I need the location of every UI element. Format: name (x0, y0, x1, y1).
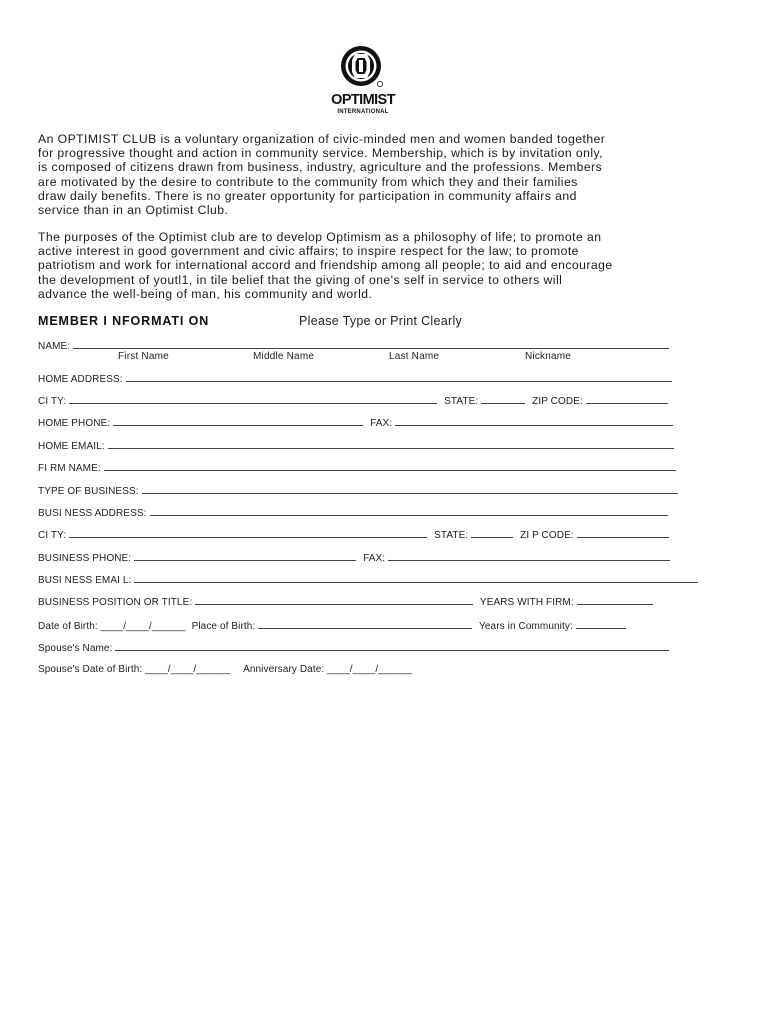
business-zip-field[interactable] (577, 529, 669, 538)
last-name-label: Last Name (389, 351, 440, 362)
optimist-logo (318, 44, 408, 118)
home-email-row (38, 440, 688, 453)
spouse-dob-field[interactable]: ____/____/______ (145, 664, 231, 675)
business-phone-field[interactable] (134, 552, 356, 561)
optimist-emblem-icon (339, 44, 387, 90)
anniversary-label: Anniversary Date: (243, 664, 325, 675)
dob-label: Date of Birth: (38, 621, 98, 632)
intro-line: An OPTIMIST CLUB is a voluntary organization of civic-minded men and women banded together (38, 132, 606, 146)
spouse-name-row (38, 642, 688, 655)
city-label: CI TY: (38, 396, 67, 407)
purpose-line: patriotism and work for international accord and friendship among all people; to aid and encourage (38, 258, 613, 273)
home-address-row (38, 373, 688, 386)
birth-row (38, 620, 688, 633)
business-city-row (38, 529, 688, 542)
spouse-dob-label: Spouse's Date of Birth: (38, 664, 143, 675)
logo-subtitle: INTERNATIONAL (337, 109, 389, 115)
purpose-line: the development of youtl1, in tile belief that the giving of one's self in service to others will (38, 272, 563, 287)
home-phone-row (38, 417, 688, 430)
spouse-name-field[interactable] (115, 642, 669, 651)
home-phone-field[interactable] (113, 417, 363, 426)
firm-name-field[interactable] (104, 462, 676, 471)
logo-wordmark: OPTIMIST (331, 92, 395, 108)
business-email-row (38, 574, 688, 587)
home-phone-label: HOME PHONE: (38, 418, 111, 429)
type-of-business-field[interactable] (142, 485, 678, 494)
type-of-business-label: TYPE OF BUSINESS: (38, 486, 139, 497)
state-label: STATE: (444, 396, 479, 407)
business-address-row (38, 507, 688, 520)
purpose-line: advance the well-being of man, his community and world. (38, 286, 373, 301)
home-city-row (38, 395, 688, 408)
zip-field[interactable] (586, 395, 668, 404)
anniversary-field[interactable]: ____/____/______ (327, 664, 413, 675)
business-state-field[interactable] (471, 529, 513, 538)
intro-line: service than in an Optimist Club. (38, 203, 229, 218)
purpose-paragraph (38, 230, 688, 301)
home-email-label: HOME EMAIL: (38, 441, 105, 452)
middle-name-label: Middle Name (253, 351, 315, 362)
business-city-label: CI TY: (38, 530, 67, 541)
place-of-birth-label: Place of Birth: (191, 621, 256, 632)
intro-paragraph (38, 132, 688, 217)
business-position-row (38, 596, 688, 609)
intro-line: for progressive thought and action in community service. Membership, which is by invitation only, (38, 146, 604, 161)
business-position-label: BUSINESS POSITION OR TITLE: (38, 597, 193, 608)
name-field[interactable] (73, 340, 669, 349)
purpose-line: active interest in good government and civic affairs; to inspire respect for the law; to promote (38, 244, 579, 259)
home-email-field[interactable] (108, 440, 674, 449)
business-zip-label: ZI P CODE: (520, 530, 574, 541)
business-position-field[interactable] (195, 596, 473, 605)
home-address-label: HOME ADDRESS: (38, 374, 123, 385)
business-fax-field[interactable] (388, 552, 670, 561)
business-fax-label: FAX: (363, 553, 386, 564)
business-address-field[interactable] (150, 507, 668, 516)
business-email-field[interactable] (134, 574, 698, 583)
business-state-label: STATE: (434, 530, 469, 541)
state-field[interactable] (481, 395, 525, 404)
business-phone-row (38, 552, 688, 565)
years-in-community-field[interactable] (576, 620, 626, 629)
business-email-label: BUSI NESS EMAI L: (38, 575, 132, 586)
firm-name-label: FI RM NAME: (38, 463, 101, 474)
nickname-label: Nickname (525, 351, 572, 362)
section-title: MEMBER I NFORMATI ON (38, 314, 210, 328)
purpose-line: The purposes of the Optimist club are to develop Optimism as a philosophy of life; to promote an (38, 230, 602, 244)
type-of-business-row (38, 485, 688, 498)
firm-name-row (38, 462, 688, 475)
fax-label: FAX: (370, 418, 393, 429)
zip-label: ZIP CODE: (532, 396, 583, 407)
first-name-label: First Name (118, 351, 169, 362)
city-field[interactable] (69, 395, 437, 404)
place-of-birth-field[interactable] (258, 620, 472, 629)
business-phone-label: BUSINESS PHONE: (38, 553, 132, 564)
business-address-label: BUSI NESS ADDRESS: (38, 508, 147, 519)
section-note: Please Type or Print Clearly (299, 314, 463, 328)
business-city-field[interactable] (69, 529, 427, 538)
dob-field[interactable]: ____/____/______ (100, 621, 186, 632)
spouse-name-label: Spouse's Name: (38, 643, 113, 654)
spouse-dob-row (38, 664, 688, 676)
intro-line: draw daily benefits. There is no greater opportunity for participation in community affairs and (38, 188, 577, 203)
years-with-firm-label: YEARS WITH FIRM: (479, 597, 574, 608)
intro-line: are motivated by the desire to contribute to the community from which they and their families (38, 174, 578, 189)
name-label: NAME: (38, 341, 71, 352)
fax-field[interactable] (395, 417, 673, 426)
years-in-community-label: Years in Community: (479, 621, 573, 632)
years-with-firm-field[interactable] (577, 596, 653, 605)
intro-line: is composed of citizens drawn from business, industry, agriculture and the professions. Members (38, 160, 603, 175)
home-address-field[interactable] (126, 373, 672, 382)
